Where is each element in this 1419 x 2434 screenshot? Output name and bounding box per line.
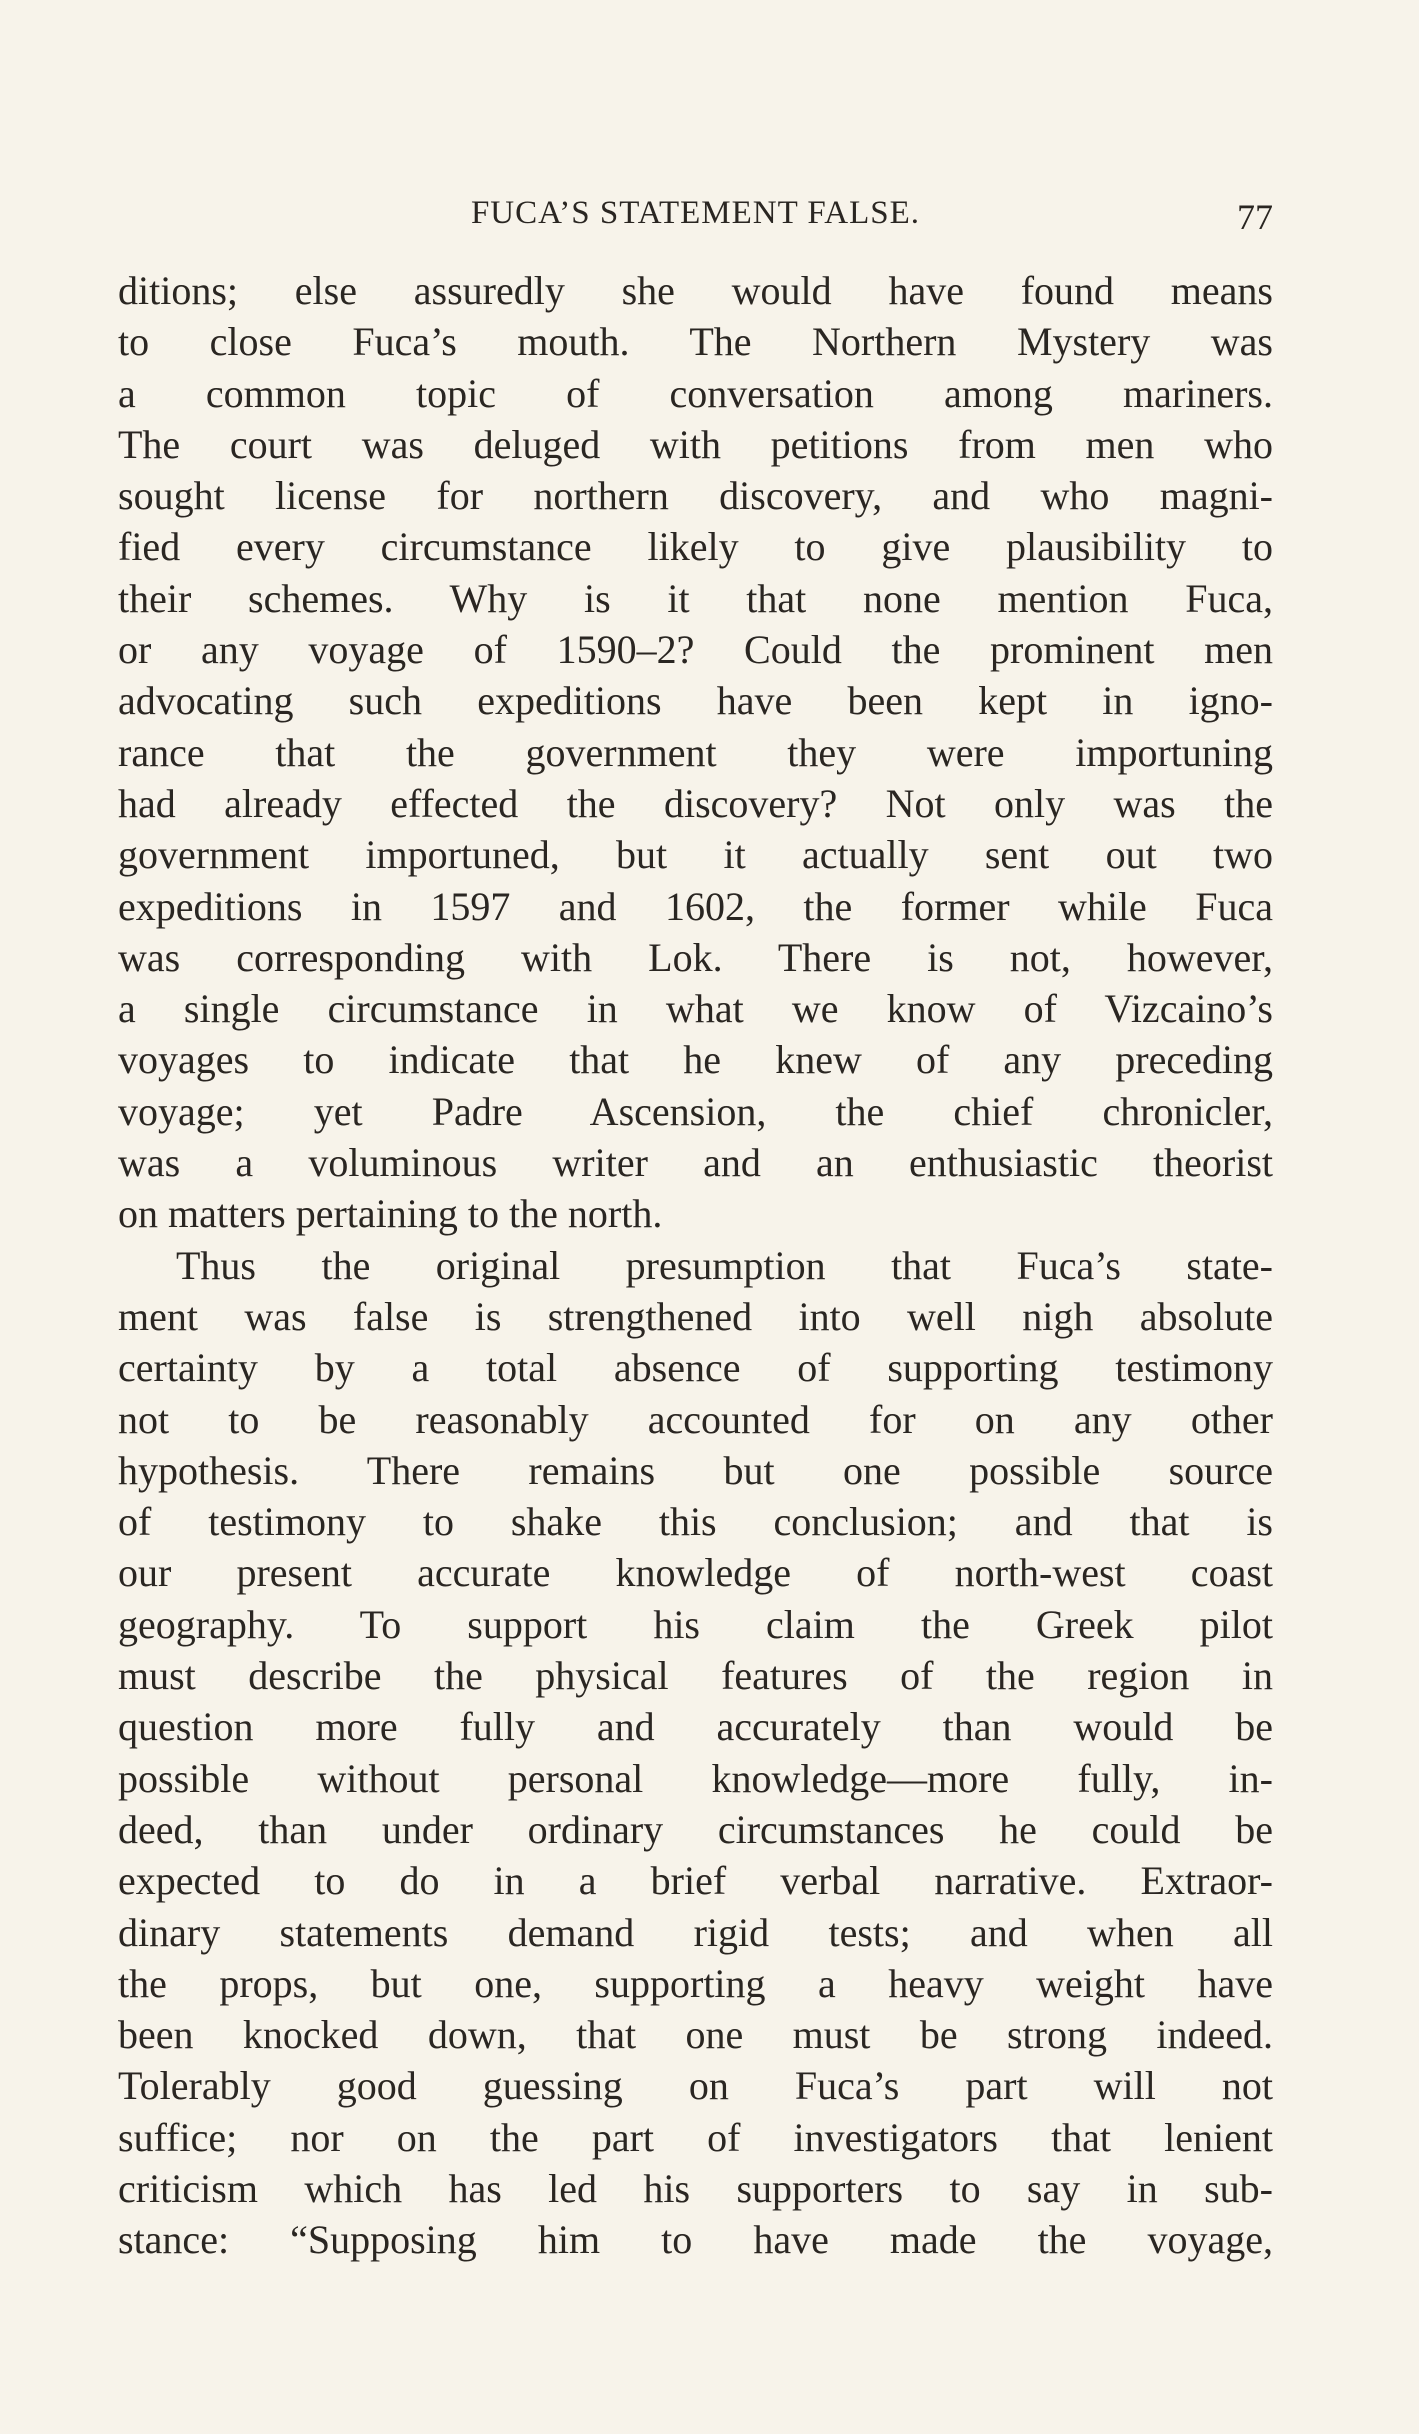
text-line: Thus the original presumption that Fuca’s state- [176,1242,1273,1288]
text-line: Tolerably good guessing on Fuca’s part will not [118,2063,1273,2109]
text-line: voyages to indicate that he knew of any preceding [118,1037,1273,1083]
text-line: certainty by a total absence of supporting testimony [118,1345,1273,1391]
text-line: stance: “Supposing him to have made the voyage, [118,2217,1273,2263]
text-line: been knocked down, that one must be strong indeed. [118,2012,1273,2058]
running-head [118,188,1273,238]
text-line: expected to do in a brief verbal narrative. Extraor- [118,1858,1273,1904]
text-line: rance that the government they were importuning [118,729,1273,775]
text-line: had already effected the discovery? Not only was the [118,780,1273,826]
text-line: possible without personal knowledge—more fully, in- [118,1755,1273,1801]
text-line: must describe the physical features of the region in [118,1653,1273,1699]
text-line: their schemes. Why is it that none mention Fuca, [118,575,1273,621]
text-line: a common topic of conversation among mariners. [118,370,1273,416]
text-line: hypothesis. There remains but one possible source [118,1447,1273,1493]
running-title: FUCA’S STATEMENT FALSE. [470,195,921,231]
text-line: question more fully and accurately than would be [118,1704,1273,1750]
text-line: dinary statements demand rigid tests; and when all [118,1909,1273,1955]
text-line: a single circumstance in what we know of Vizcaino’s [118,986,1273,1032]
text-line: or any voyage of 1590–2? Could the prominent men [118,627,1273,673]
text-line: the props, but one, supporting a heavy weight have [118,1960,1273,2006]
text-line: was corresponding with Lok. There is not, however, [118,934,1273,980]
text-line: suffice; nor on the part of investigators that lenient [118,2114,1273,2160]
text-line: government importuned, but it actually sent out two [118,832,1273,878]
text-line: of testimony to shake this conclusion; and that is [118,1499,1273,1545]
text-line: ditions; else assuredly she would have found means [118,268,1273,313]
body-text [118,265,1273,2266]
text-line: sought license for northern discovery, and who magni- [118,473,1273,519]
text-line: was a voluminous writer and an enthusiastic theorist [118,1140,1273,1186]
text-line: criticism which has led his supporters to say in sub- [118,2165,1273,2211]
page-number: 77 [1237,197,1273,237]
text-line: advocating such expeditions have been kept in igno- [118,678,1273,724]
text-line: deed, than under ordinary circumstances he could be [118,1806,1273,1852]
text-line: voyage; yet Padre Ascension, the chief chronicler, [118,1088,1273,1134]
text-line: not to be reasonably accounted for on any other [118,1396,1273,1442]
text-line: on matters pertaining to the north. [118,1191,663,1237]
text-line: fied every circumstance likely to give plausibility to [118,524,1273,570]
text-line: The court was deluged with petitions from men who [118,421,1273,467]
text-line: geography. To support his claim the Greek pilot [118,1601,1273,1647]
text-line: to close Fuca’s mouth. The Northern Mystery was [118,319,1273,365]
text-line: our present accurate knowledge of north-west coast [118,1550,1273,1596]
text-line: expeditions in 1597 and 1602, the former while Fuca [118,883,1273,929]
text-line: ment was false is strengthened into well nigh absolute [118,1293,1273,1339]
